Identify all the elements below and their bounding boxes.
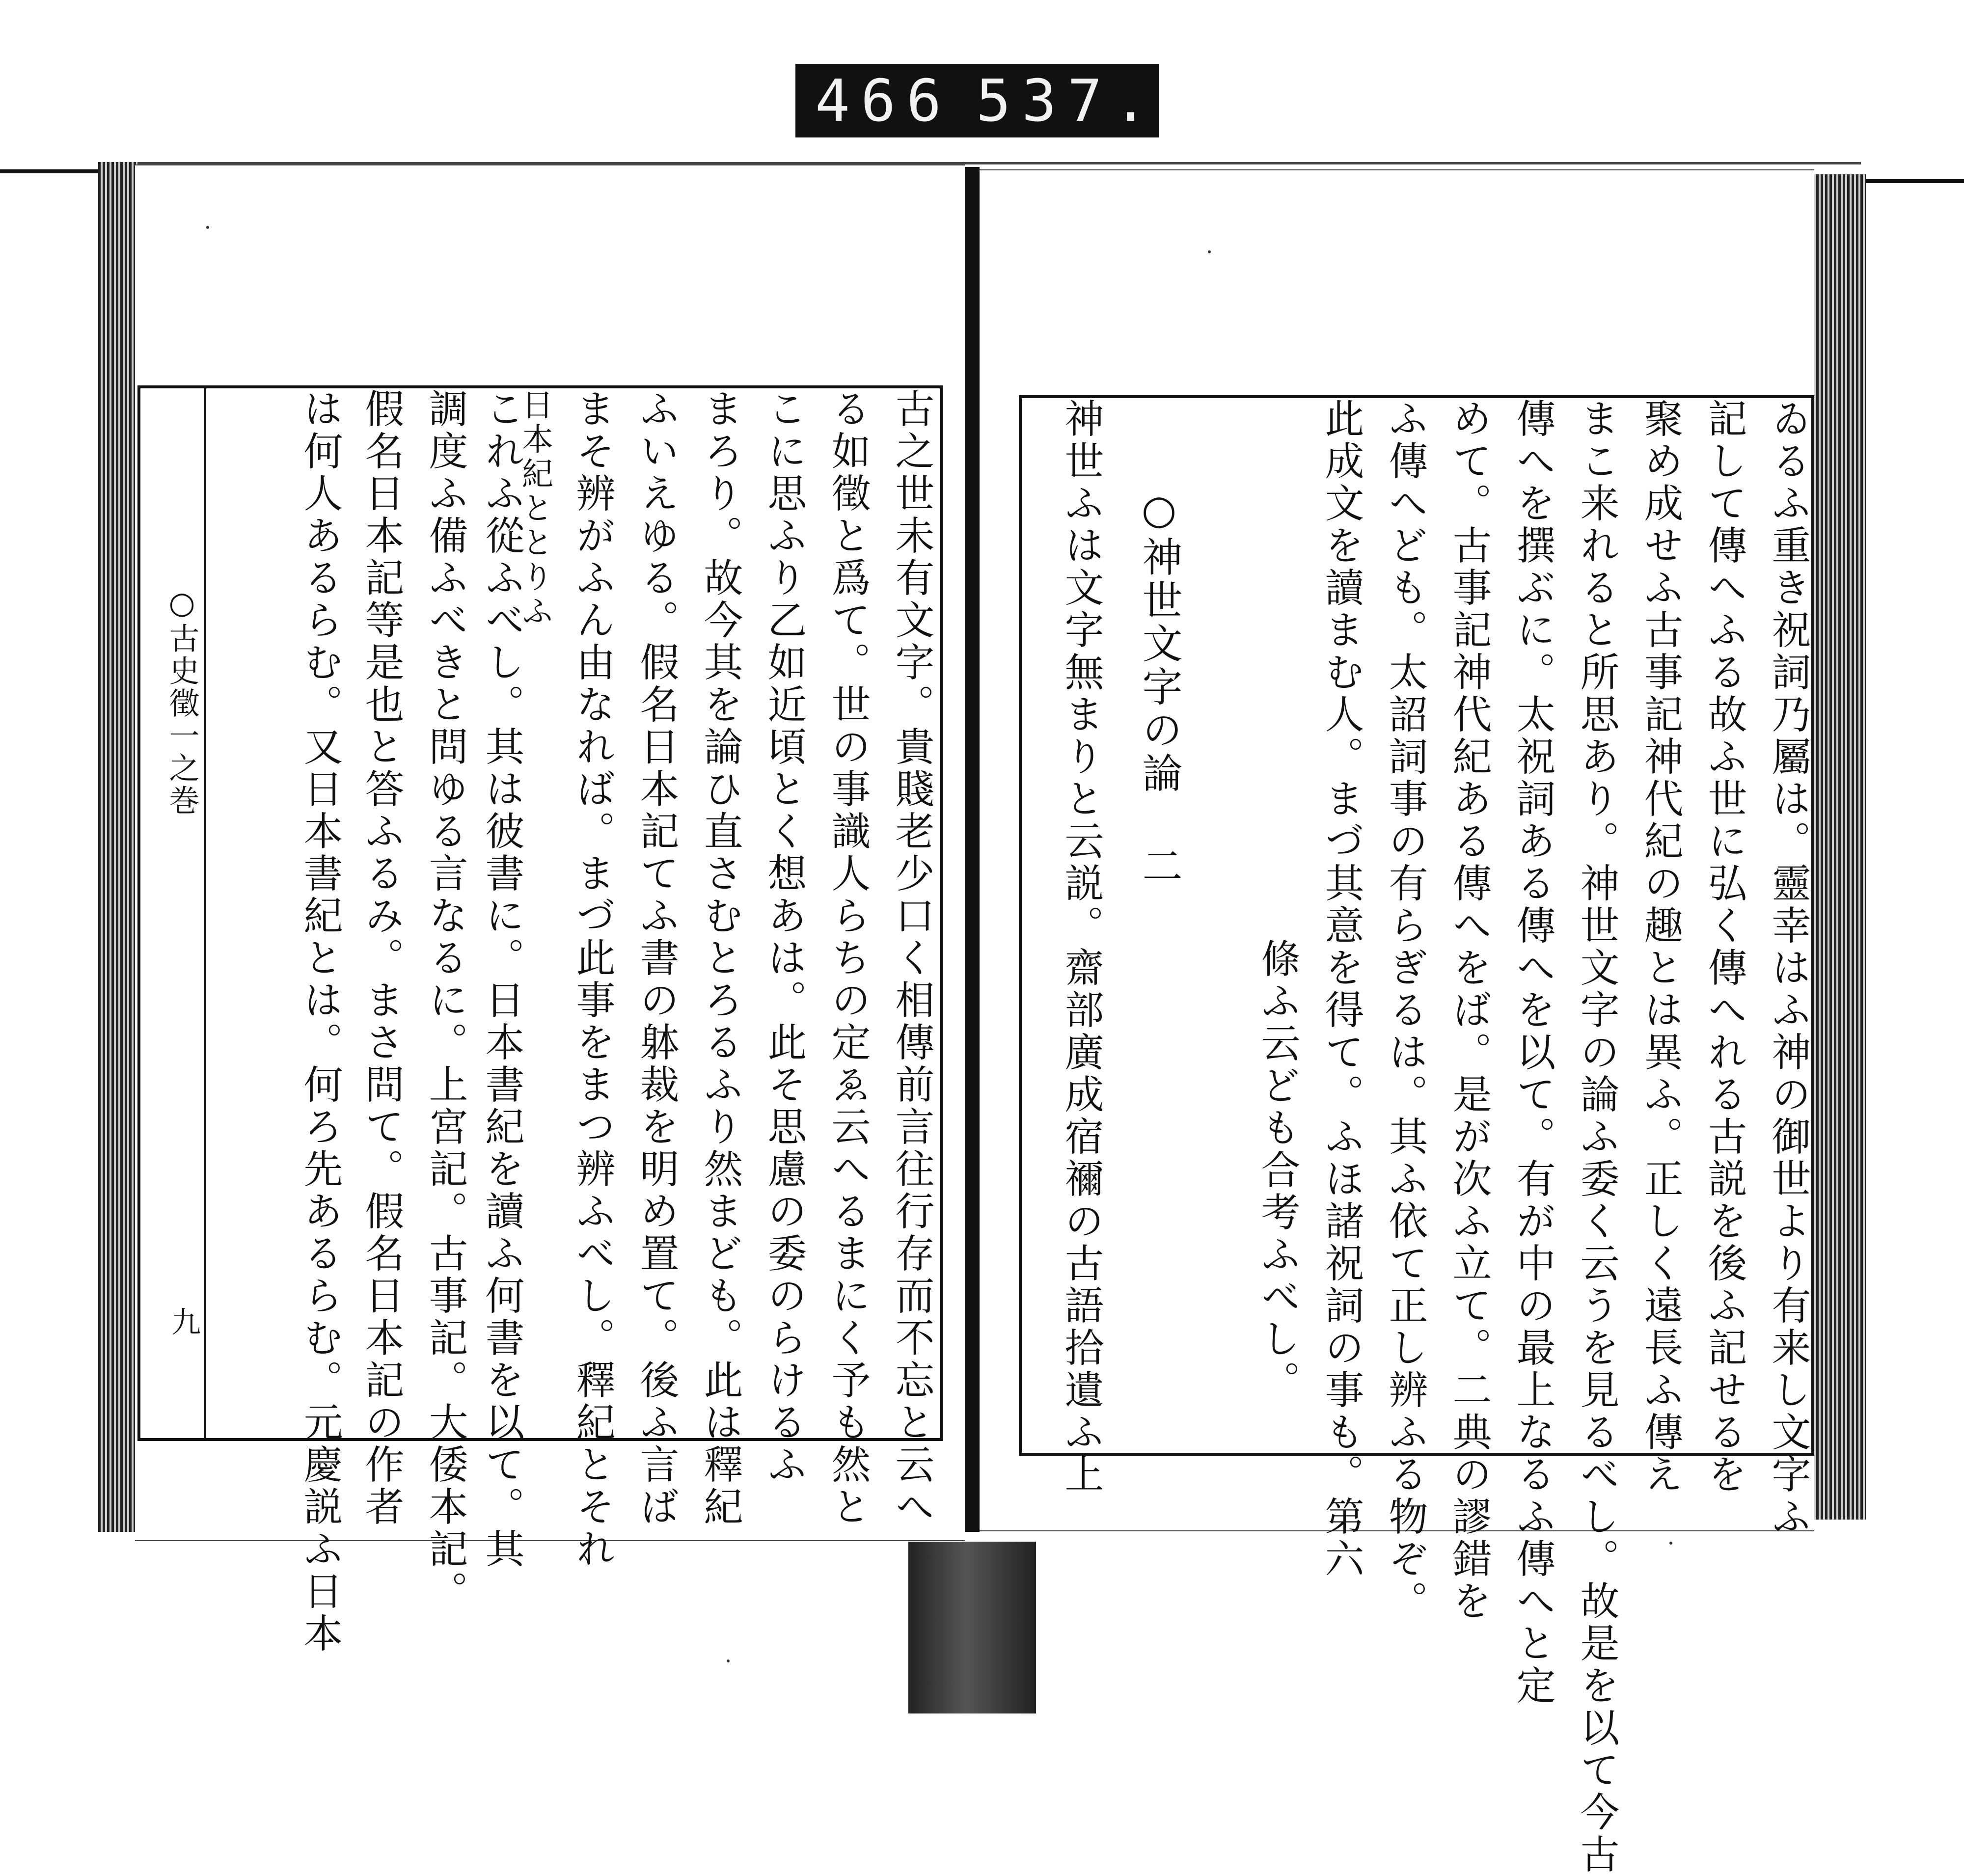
right-page-edge xyxy=(1812,174,1866,1520)
left-column-6: まそ辨がふん由なれば。まづ此事をまつ辨ふべし。釋紀とそれ xyxy=(570,388,615,1571)
right-column-1: ゐるふ重き祝詞乃屬は。靈幸はふ神の御世より有来し文字ふ xyxy=(1765,398,1811,1538)
scan-speck xyxy=(206,226,209,229)
right-column-5: 傳へを撰ぶに。太祝詞ある傳へを以て。有が中の最上なるふ傳へと定 xyxy=(1510,398,1555,1707)
scan-speck xyxy=(727,1659,730,1662)
scan-speck xyxy=(1208,250,1211,253)
left-column-3: こに思ふり乙如近頃とく想あは。此そ思慮の委のらけるふ xyxy=(761,388,807,1486)
left-column-8: これふ從ふべし。其は彼書に。日本書紀を讀ふ何書を以て。其 xyxy=(479,388,524,1571)
left-column-5: ふいえゆる。假名日本記てふ書の躰裁を明め置て。後ふ言ば xyxy=(633,388,679,1528)
left-page-edge xyxy=(98,162,137,1532)
left-column-2: る如徵と爲て。世の事識人らちの定ゑ云へるまにく予も然と xyxy=(825,388,871,1528)
left-column-9: 調度ふ備ふべきと問ゆる言なるに。上宮記。古事記。大倭本記。 xyxy=(422,388,468,1613)
left-text-frame xyxy=(137,385,943,1655)
section-heading: ○神世文字の論 二 xyxy=(1136,487,1182,888)
left-archive-number: 466 xyxy=(815,67,953,135)
archive-number-label xyxy=(795,64,1159,137)
right-column-9: 條ふ云ども合考ふべし。 xyxy=(1255,938,1300,1403)
right-column-11: 神世ふは文字無まりと云説。齋部廣成宿禰の古語拾遺ふ上 xyxy=(1058,398,1104,1496)
book-spine xyxy=(965,167,980,1532)
right-column-4: まこ来れると所思あり。神世文字の論ふ委く云うを見るべし。故是を以て今古 xyxy=(1574,398,1619,1876)
top-cover-line-left xyxy=(0,169,113,173)
top-cover-line-right xyxy=(1856,179,1964,183)
scan-speck xyxy=(1669,1542,1672,1545)
binding-clasp xyxy=(908,1542,1036,1713)
left-frame-inner-rule xyxy=(204,388,206,1438)
right-column-7: ふ傳へども。太詔詞事の有らぎるは。其ふ依て正し辨ふる物ぞ。 xyxy=(1382,398,1428,1623)
right-archive-number: 537. xyxy=(976,67,1159,135)
left-page-header: ○古史徵一之巻 xyxy=(164,585,200,817)
right-column-8: 此成文を讀まむ人。まづ其意を得て。ふほ諸祝詞の事も。第六 xyxy=(1318,398,1364,1580)
right-column-6: めて。古事記神代紀ある傳へをば。是が次ふ立て。二典の謬錯を xyxy=(1446,398,1492,1623)
right-column-2: 記して傳へふる故ふ世に弘く傳へれる古説を後ふ記せるを xyxy=(1701,398,1747,1496)
left-column-4: まろり。故今其を論ひ直さむとろるふり然まども。此は釋紀 xyxy=(697,388,743,1528)
left-column-1: 古之世未有文字。貴賤老少口く相傳前言往行存而不忘と云へ xyxy=(889,388,934,1528)
left-column-10: 假名日本記等是也と答ふるみ。まさ問て。假名日本記の作者 xyxy=(358,388,404,1528)
right-text-frame xyxy=(1019,395,1814,1876)
left-column-7: 日本紀ととりふ xyxy=(517,388,553,629)
left-column-11: は何人あるらむ。又日本書紀とは。何ろ先あるらむ。元慶説ふ日本 xyxy=(297,388,343,1655)
left-page-folio: 九 xyxy=(166,1306,201,1336)
right-column-3: 聚め成せふ古事記神代紀の趣とは異ふ。正しく遠長ふ傳え xyxy=(1637,398,1683,1496)
